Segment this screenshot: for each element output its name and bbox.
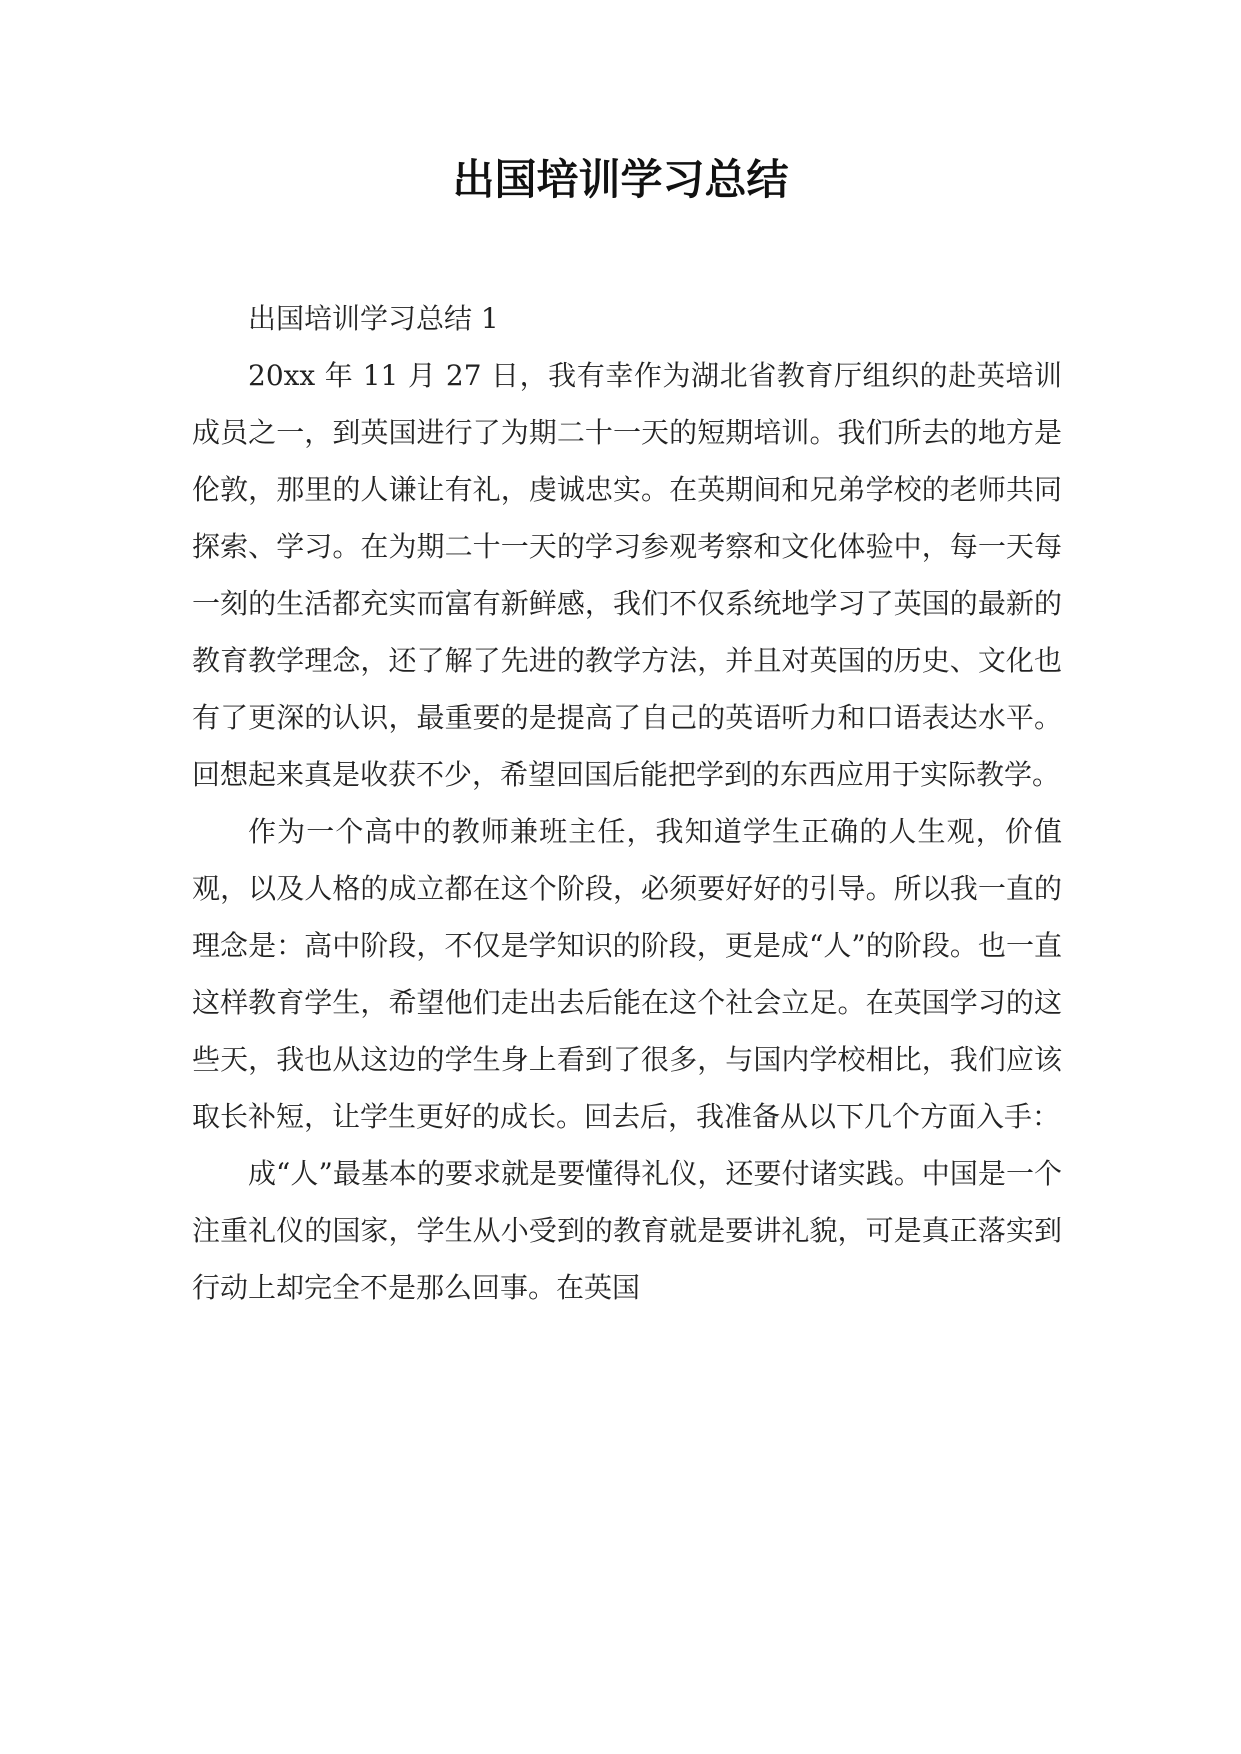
paragraph: 成“人”最基本的要求就是要懂得礼仪，还要付诸实践。中国是一个注重礼仪的国家，学生从小受到的教育就是要讲礼貌，可是真正落实到行动上却完全不是那么回事。在英国 — [192, 1157, 1062, 1304]
section-heading: 出国培训学习总结 1 — [248, 302, 499, 335]
paragraph: 20xx 年 11 月 27 日，我有幸作为湖北省教育厅组织的赴英培训成员之一，到英国进行了为期二十一天的短期培训。我们所去的地方是伦敦，那里的人谦让有礼，虔诚忠实。在英期间和兄弟学校的老师共同探索、学习。在为期二十一天的学习参观考察和文化体验中，每一天每一刻的生活都充实而富有新鲜感，我们不仅系统地学习了英国的最新的教育教学理念，还了解了先进的教学方法，并且对英国的历史、文化也有了更深的认识，最重要的是提高了自己的英语听力和口语表达水平。回想起来真是收获不少，希望回国后能把学到的东西应用于实际教学。 — [192, 359, 1062, 791]
document-body — [192, 290, 1062, 1316]
document-title: 出国培训学习总结 — [452, 155, 789, 204]
paragraph: 作为一个高中的教师兼班主任，我知道学生正确的人生观，价值观，以及人格的成立都在这个阶段，必须要好好的引导。所以我一直的理念是：高中阶段，不仅是学知识的阶段，更是成“人”的阶段。也一直这样教育学生，希望他们走出去后能在这个社会立足。在英国学习的这些天，我也从这边的学生身上看到了很多，与国内学校相比，我们应该取长补短，让学生更好的成长。回去后，我准备从以下几个方面入手： — [192, 815, 1062, 1133]
